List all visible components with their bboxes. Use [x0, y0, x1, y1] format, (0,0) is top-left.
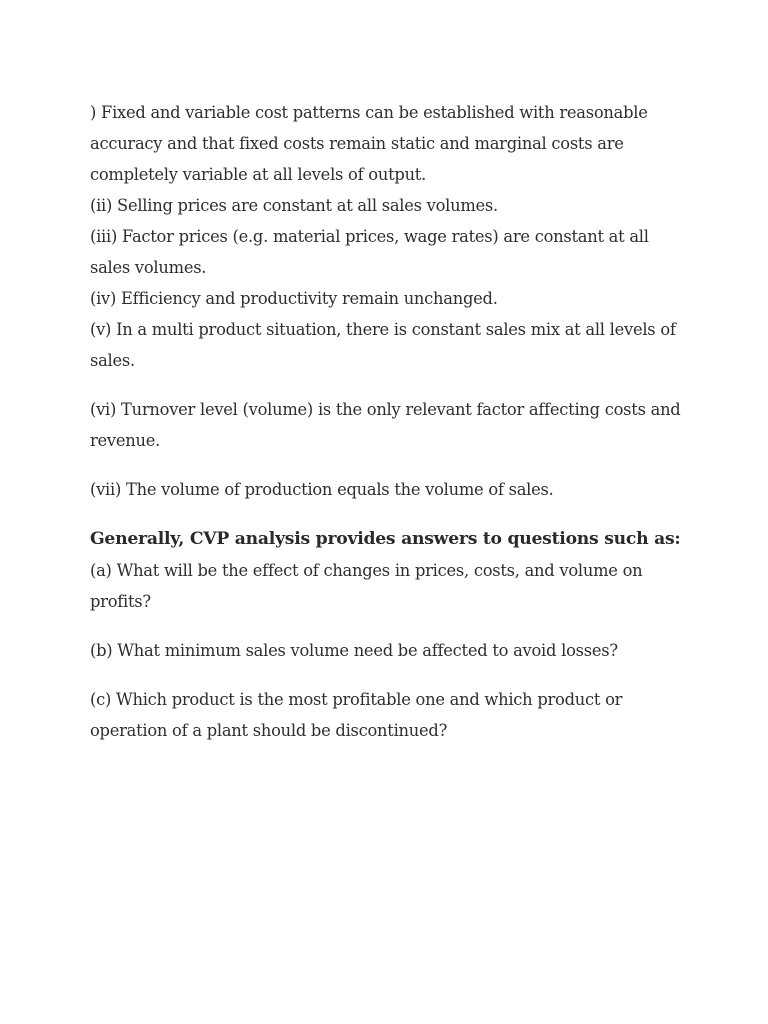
cvp-heading: Generally, CVP analysis provides answers to questions such as: — [90, 529, 681, 549]
assumption-item-3: (iii) Factor prices (e.g. material prices, wage rates) are constant at all sales volumes. — [90, 227, 649, 277]
assumption-item-1: ) Fixed and variable cost patterns can be established with reasonable accuracy and that fixed costs remain static and marginal costs are completely variable at all levels of output. — [90, 103, 648, 184]
question-b: (b) What minimum sales volume need be affected to avoid losses? — [90, 641, 618, 660]
assumption-item-2: (ii) Selling prices are constant at all sales volumes. — [90, 196, 498, 215]
assumption-item-6: (vi) Turnover level (volume) is the only relevant factor affecting costs and revenue. — [90, 400, 681, 450]
question-c: (c) Which product is the most profitable one and which product or operation of a plant should be discontinued? — [90, 690, 623, 740]
document-page — [90, 97, 690, 746]
assumption-item-7: (vii) The volume of production equals the volume of sales. — [90, 480, 554, 499]
assumption-item-4: (iv) Efficiency and productivity remain unchanged. — [90, 289, 498, 308]
assumption-item-5: (v) In a multi product situation, there is constant sales mix at all levels of sales. — [90, 320, 676, 370]
question-a: (a) What will be the effect of changes in prices, costs, and volume on profits? — [90, 561, 643, 611]
